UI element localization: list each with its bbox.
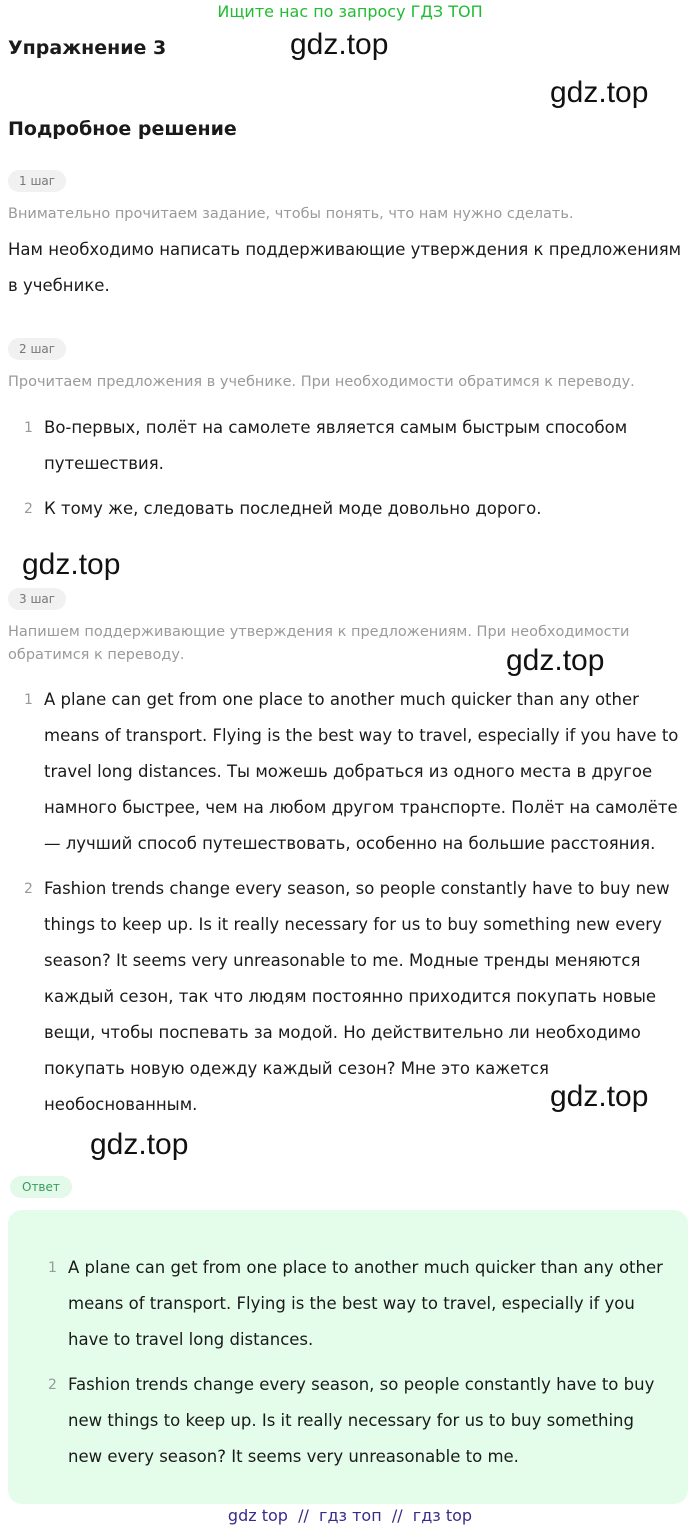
answer-item-text: Fashion trends change every season, so people constantly have to buy new things to keep up. Is it really necessary for us to buy something new every season? It seems very unreasonable to me. — [68, 1375, 655, 1466]
step-hint: Внимательно прочитаем задание, чтобы понять, что нам нужно сделать. — [8, 206, 574, 222]
list-item-text: К тому же, следовать последней моде довольно дорого. — [44, 499, 542, 518]
list-number: 1 — [24, 692, 33, 708]
list-number: 1 — [24, 420, 33, 436]
list-number: 1 — [48, 1260, 57, 1276]
list-item-text: Во-первых, полёт на самолете является самым быстрым способом путешествия. — [44, 418, 628, 473]
footer-links: gdz top // гдз топ // гдз top — [227, 1506, 473, 1525]
list-number: 2 — [48, 1377, 57, 1393]
list-item-text: A plane can get from one place to another much quicker than any other means of transport. Flying is the best way to travel, especially if you have to travel long distances. Ты можешь добраться из одного места в другое намного быстрее, чем на любом другом транспорте. Полёт на самолёте — лучший способ путешествовать, особенно на большие расстояния. — [44, 690, 679, 853]
answer-item-text: A plane can get from one place to another much quicker than any other means of transport. Flying is the best way to travel, especially if you have to travel long distances. — [68, 1258, 663, 1349]
watermark: gdz.top — [550, 76, 649, 109]
search-banner: Ищите нас по запросу ГДЗ ТОП — [217, 2, 483, 21]
list-number: 2 — [24, 881, 33, 897]
list-item — [44, 491, 664, 527]
list-item-text: Fashion trends change every season, so people constantly have to buy new things to keep up. Is it really necessary for us to buy something new every season? It seems very unreasonable to me. Модные тренды меняются каждый сезон, так что людям постоянно приходится покупать новые вещи, чтобы поспевать за модой. Но действительно ли необходимо покупать новую одежду каждый сезон? Мне это кажется необоснованным. — [44, 879, 670, 1114]
list-item — [44, 682, 684, 862]
step-badge: 1 шаг — [8, 170, 66, 192]
list-item — [44, 410, 644, 482]
step-badge: 3 шаг — [8, 588, 66, 610]
watermark: gdz.top — [550, 1080, 649, 1113]
step-hint: Прочитаем предложения в учебнике. При необходимости обратимся к переводу. — [8, 374, 635, 390]
answer-badge: Ответ — [10, 1176, 72, 1198]
answer-item — [68, 1367, 668, 1475]
watermark: gdz.top — [22, 548, 121, 581]
section-title: Подробное решение — [8, 118, 237, 140]
list-number: 2 — [24, 501, 33, 517]
watermark: gdz.top — [90, 1128, 189, 1161]
watermark: gdz.top — [506, 644, 605, 677]
step-text: Нам необходимо написать поддерживающие утверждения к предложениям в учебнике. — [8, 240, 682, 295]
exercise-title: Упражнение 3 — [8, 37, 167, 59]
watermark: gdz.top — [290, 28, 389, 61]
answer-item — [68, 1250, 668, 1358]
step-hint: Напишем поддерживающие утверждения к предложениям. При необходимости обратимся к переводу. — [8, 624, 630, 663]
step-badge: 2 шаг — [8, 338, 66, 360]
